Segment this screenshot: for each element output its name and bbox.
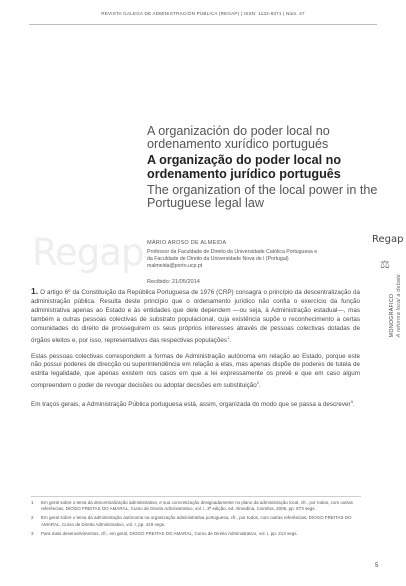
author-block (147, 240, 387, 285)
footnote-text: Em geral sobre o tema da descentralização administrativa, e sua concretização designadamente no plano da administração local, cfr., por todos, com outras referências, DIOGO FREITAS DO AMARAL, Curso de Direito Administrativo, vol. I, 3ª edição, ed. Almedina, Coimbra, 2006, pp. 873 segs. (41, 500, 353, 512)
footnote-text: Para mais desenvolvimentos, cfr., em geral, DIOGO FREITAS DO AMARAL, Curso de Direito Administrativo, vol. I, pp. 213 segs. (41, 530, 298, 536)
author-affiliation-1: Professor da Faculdade de Direito da Universidade Católica Portuguesa e (147, 249, 318, 255)
footnote-number: 1 (31, 500, 34, 505)
page-number: 5 (375, 563, 379, 569)
author-name: MÁRIO AROSO DE ALMEIDA (147, 240, 227, 246)
regap-watermark-logo (32, 231, 150, 274)
journal-header: REVISTA GALEGA DE ADMINISTRACIÓN PÚBLICA (REGAP) | ISSN: 1132-8371 | Núm. 47 (101, 11, 305, 16)
article-body (31, 287, 360, 417)
footnote-ref-2[interactable]: 2 (256, 380, 260, 386)
title-galician: A organización do poder local no ordenamento xurídico portugués (147, 124, 330, 152)
author-email: malmeida@porto.ucp.pt (147, 263, 203, 270)
title-english: The organization of the local power in the Portuguese legal law (147, 182, 378, 211)
footnotes (31, 500, 361, 540)
paragraph-3-text: Em traços gerais, a Administração Pública portuguesa está, assim, organizada do modo que se passa a descrever (31, 401, 351, 409)
footnote-ref-1[interactable]: 1 (227, 334, 230, 340)
paragraph-1-text: O artigo 6º da Constituição da República Portuguesa de 1976 (CRP) consagra o princípio da descentralização da administração pública. Resulta deste princípio que o ordenamento jurídico não confia o exercício da função administrativa apenas ao Estado e às entidades que dele dependem —ou seja, à Administração estadual—, mas também a outras pessoas colectivas de substrato populacional, cuja existência supõe o reconhecimento a certas comunidades do direito de prosseguirem os seus próprios interesses através de pessoas colectivas dotadas de órgãos eleitos e, por isso, representativos das respectivas populações (31, 289, 360, 344)
title-block (147, 125, 387, 210)
footnote-number: 3 (31, 530, 34, 536)
footnote-divider (31, 496, 361, 497)
header-divider (29, 24, 377, 25)
title-portuguese: A organização do poder local no ordenamento jurídico português (147, 153, 342, 181)
received-date: Recibido: 21/05/2014 (147, 278, 200, 285)
paragraph-1: 1. O artigo 6º da Constituição da República Portuguesa de 1976 (CRP) consagra o princípio da descentralização da administração pública. Resulta deste princípio que o ordenamento jurídico não confia o exercício da função administrativa apenas ao Estado e às entidades que dele dependem —ou seja, à Administração estadual—, mas também a outras pessoas colectivas de substrato populacional, cuja existência supõe o reconhecimento a certas comunidades do direito de prosseguirem os seus próprios interesses através de pessoas colectivas dotadas de órgãos eleitos e, por isso, representativos das respectivas populações$^1$. (31, 286, 360, 344)
side-regap-logo: Regap (372, 234, 404, 245)
scales-icon: ⚖ (380, 259, 390, 271)
regap-watermark-sup: 47 (143, 253, 150, 260)
footnote-ref-3[interactable]: 3 (350, 399, 353, 405)
paragraph-2-text: Estas pessoas colectivas correspondem a formas de Administração autónoma em relação ao Estado, porque este não possui poderes de direcção ou superintendência em relação a elas, mas apenas dispõe de poderes de tutela de estrita legalidade, que apenas existem nos casos em que a lei expressamente os prevê e que em caso algum compreendem o poder de revogar decisões ou adoptar decisões em substituição (31, 352, 360, 390)
paragraph-number: 1. (31, 286, 39, 296)
section-label (389, 274, 403, 337)
author-affiliation-2: da Faculdade de Direito da Universidade Nova de l (Portugal) (147, 256, 289, 263)
paragraph-2: Estas pessoas colectivas correspondem a formas de Administração autónoma em relação ao Estado, porque este não possui poderes de direcção ou superintendência em relação a elas, mas apenas dispõe de poderes de tutela de estrita legalidade, que apenas existem nos casos em que a lei expressamente os prevê e que em caso algum compreendem o poder de revogar decisões ou adoptar decisões em substituição$^2$. (31, 352, 360, 390)
section-label-subtitle: A reforma local a debate (396, 274, 402, 338)
footnote-text: Em geral sobre o tema da administração autónoma na organização administrativa portuguesa, cfr., por todos, com outras referências, DIOGO FREITAS DO AMARAL, Curso de Direito Administrativo, vol. I, pp. 419 segs. (41, 515, 352, 527)
footnote-number: 2 (31, 515, 34, 521)
footnote (31, 531, 361, 537)
paragraph-3: Em traços gerais, a Administração Pública portuguesa está, assim, organizada do modo que se passa a descrever$^3$. (31, 399, 355, 409)
regap-watermark-text: Regap (32, 231, 144, 274)
footnote (31, 515, 361, 527)
section-label-monografico: MONOGRÁFICO (389, 293, 395, 338)
footnote (31, 500, 361, 512)
